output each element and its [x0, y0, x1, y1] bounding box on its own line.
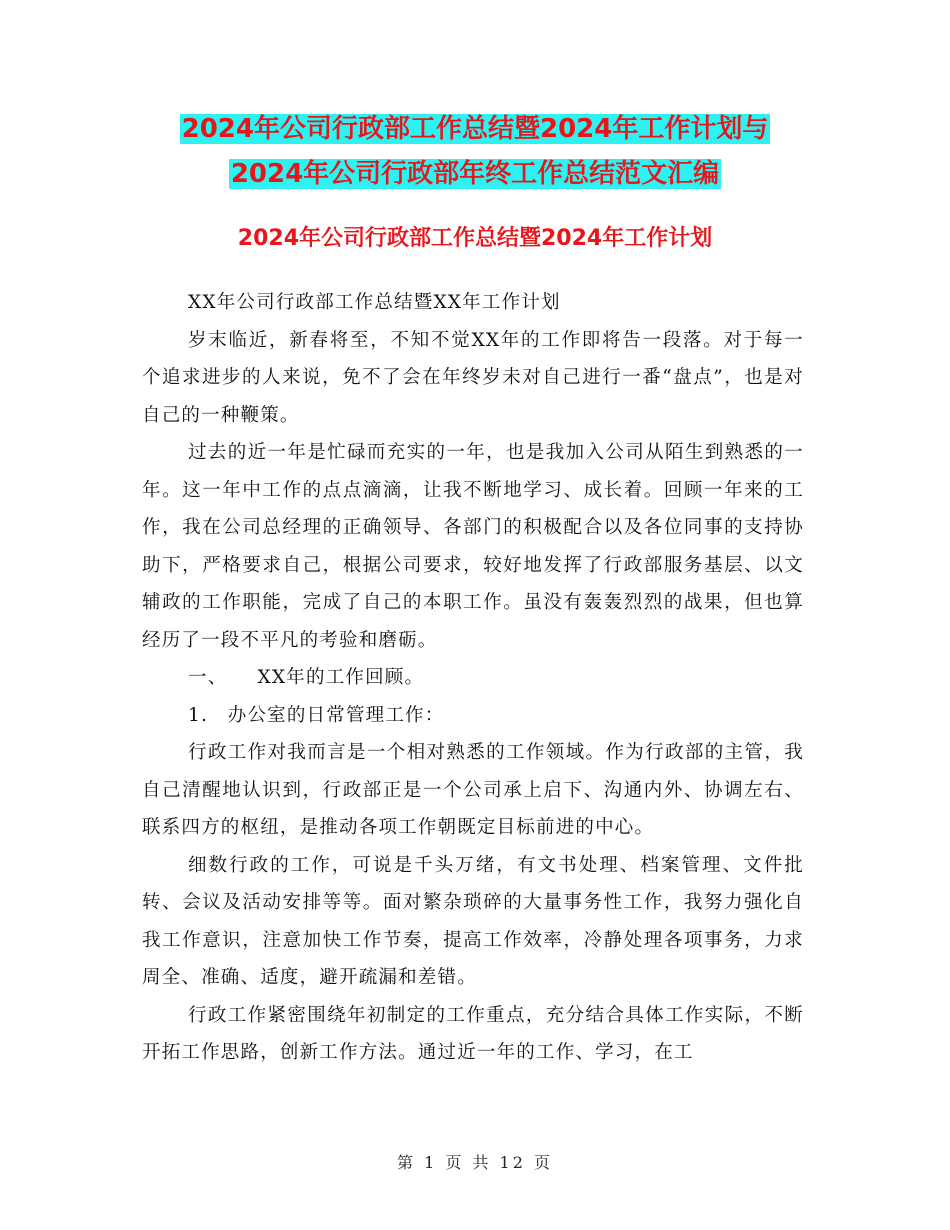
body-text: [142, 284, 804, 1072]
paragraph: 细数行政的工作，可说是千头万绪，有文书处理、档案管理、文件批转、会议及活动安排等等。面对繁杂琐碎的大量事务性工作，我努力强化自我工作意识，注意加快工作节奏，提高工作效率，冷静处理各项事务，力求周全、准确、适度，避开疏漏和差错。: [142, 854, 804, 988]
main-title-line-2-text: 2024年公司行政部年终工作总结范文汇编: [230, 159, 720, 189]
main-title-line-1-text: 2024年公司行政部工作总结暨2024年工作计划与: [181, 114, 769, 144]
main-title-line-1: [0, 112, 950, 146]
paragraph: XX年公司行政部工作总结暨XX年工作计划: [188, 292, 561, 313]
main-title-line-2: [0, 157, 950, 191]
paragraph: 过去的近一年是忙碌而充实的一年，也是我加入公司从陌生到熟悉的一年。这一年中工作的点点滴滴，让我不断地学习、成长着。回顾一年来的工作，我在公司总经理的正确领导、各部门的积极配合以及各位同事的支持协助下，严格要求自己，根据公司要求，较好地发挥了行政部服务基层、以文辅政的工作职能，完成了自己的本职工作。虽没有轰轰烈烈的战果，但也算经历了一段不平凡的考验和磨砺。: [142, 442, 804, 651]
page-footer: 第 1 页 共 12 页: [397, 1153, 553, 1172]
section-title: 2024年公司行政部工作总结暨2024年工作计划: [237, 226, 713, 251]
paragraph: 行政工作紧密围绕年初制定的工作重点，充分结合具体工作实际，不断开拓工作思路，创新工作方法。通过近一年的工作、学习，在工: [142, 1004, 804, 1063]
paragraph: 行政工作对我而言是一个相对熟悉的工作领域。作为行政部的主管，我自己清醒地认识到，行政部正是一个公司承上启下、沟通内外、协调左右、联系四方的枢纽，是推动各项工作朝既定目标前进的中心。: [142, 742, 804, 838]
paragraph: 一、 XX年的工作回顾。: [188, 667, 425, 688]
paragraph: 1. 办公室的日常管理工作：: [188, 704, 445, 726]
paragraph: 岁末临近，新春将至，不知不觉XX年的工作即将告一段落。对于每一个追求进步的人来说，免不了会在年终岁未对自己进行一番“盘点”，也是对自己的一种鞭策。: [142, 329, 804, 426]
